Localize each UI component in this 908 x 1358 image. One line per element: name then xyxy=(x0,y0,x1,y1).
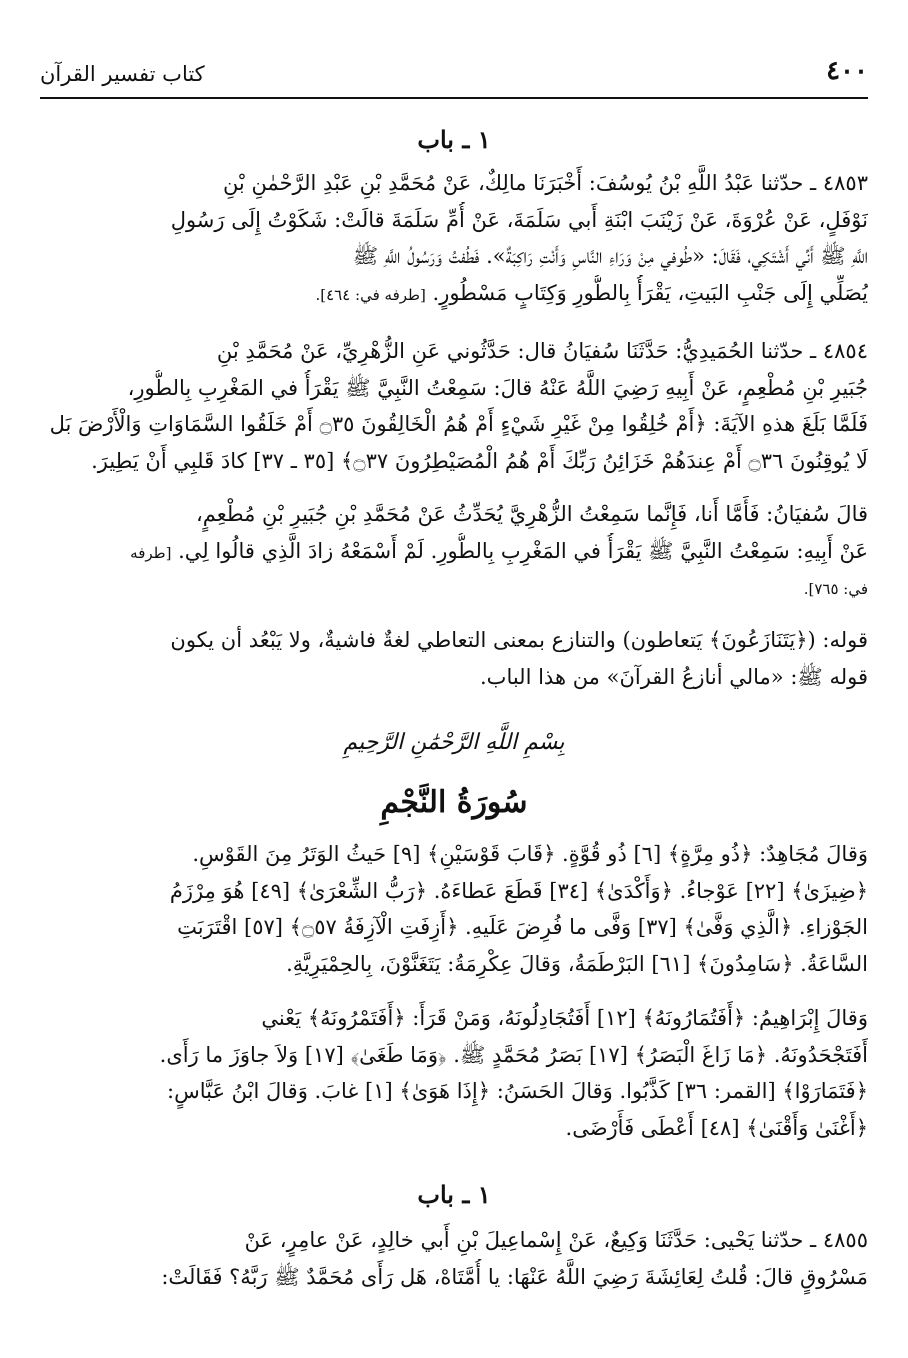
ibrahim-paragraph xyxy=(40,1000,868,1146)
chapter-heading-bab: ١ ـ باب xyxy=(417,125,491,154)
text-line: ﴿فَتَمَارَوْا﴾ [القمر: ٣٦] كَذَّبُوا. وَقالَ الحَسَنُ: ﴿إِذَا هَوَىٰ﴾ [١] غابَ. وَقالَ ابْنُ عَبَّاسٍ: xyxy=(167,1079,868,1103)
header-rule xyxy=(40,97,868,99)
text-segment: عَنْ أَبِيهِ: سَمِعْتُ النَّبِيَّ ﷺ يَقْرَأُ في المَغْرِبِ بِالطُّورِ. لَمْ أَسْمَعْهُ زادَ الَّذِي قالُوا لِي. xyxy=(178,538,868,563)
text-line: ﴿ضِيزَىٰ﴾ [٢٢] عَوْجاءُ. ﴿وَأَكْدَىٰ﴾ [٣٤] قَطَعَ عَطاءَهُ. ﴿رَبُّ الشِّعْرَىٰ﴾ [٤٩] هُوَ مِرْزَمُ xyxy=(169,878,868,903)
text-line: وَقالَ مُجَاهِدٌ: ﴿ذُو مِرَّةٍ﴾ [٦] ذُو قُوَّةٍ. ﴿قَابَ قَوْسَيْنِ﴾ [٩] حَيثُ الوَتَرُ مِنَ القَوْسِ. xyxy=(192,842,868,866)
text-segment: يُصَلِّي إِلَى جَنْبِ البَيتِ، يَقْرَأُ بِالطُّورِ وَكِتَابٍ مَسْطُورٍ. xyxy=(432,280,868,305)
sufyan-note xyxy=(40,496,868,608)
text-line: لَا يُوقِنُونَ ۝٣٦ أَمْ عِندَهُمْ خَزَائِنُ رَبِّكَ أَمْ هُمُ الْمُصَيْطِرُونَ ۝٣٧﴾ [٣٥ ـ ٣٧] كادَ قَلبِي أَنْ يَطِيرَ. xyxy=(91,448,868,473)
cross-reference: [طرفه في: ٤٦٤]. xyxy=(315,285,426,304)
hadith-4854 xyxy=(40,333,868,479)
commentary xyxy=(40,622,868,695)
chapter-heading-bab: ١ ـ باب xyxy=(417,1180,491,1209)
book-title: كتاب تفسير القرآن xyxy=(40,62,205,86)
text-line: فَلَمَّا بَلَغَ هذهِ الآيَةَ: ﴿أَمْ خُلِقُوا مِنْ غَيْرِ شَيْءٍ أَمْ هُمُ الْخَالِقُونَ ۝٣٥ أَمْ خَلَقُوا السَّمَاوَاتِ وَالْأَرْضَ بَل xyxy=(49,412,868,436)
text-line: ﴿أَغْنَىٰ وَأَقْنَىٰ﴾ [٤٨] أَعْطَى فَأَرْضَى. xyxy=(565,1115,868,1140)
hadith-4855 xyxy=(40,1222,868,1295)
basmala: بِسْمِ اللَّهِ الرَّحْمَٰنِ الرَّحِيمِ xyxy=(343,730,565,755)
text-line xyxy=(40,275,868,314)
text-line: الجَوْزاءِ. ﴿الَّذِي وَفَّىٰ﴾ [٣٧] وَفَّى ما فُرِضَ عَلَيهِ. ﴿أَزِفَتِ الْآزِفَةُ ۝٥٧﴾ [٥٧] اقْتَرَبَتِ xyxy=(177,915,868,939)
text-line: ٤٨٥٥ ـ حدّثنا يَحْيى: حَدَّثَنَا وَكِيعٌ، عَنْ إِسْماعِيلَ بْنِ أَبي خالِدٍ، عَنْ عامِرٍ، عَنْ xyxy=(244,1228,868,1252)
cross-reference: [طرفه xyxy=(130,543,172,562)
text-line: قوله ﷺ: «مالي أنازعُ القرآنَ» من هذا الباب. xyxy=(480,664,868,689)
text-line: جُبَيرِ بْنِ مُطْعِمٍ، عَنْ أَبِيهِ رَضِيَ اللَّهُ عَنْهُ قالَ: سَمِعْتُ النَّبِيَّ ﷺ يَقْرَأُ في المَغْرِبِ بِالطُّورِ، xyxy=(127,375,868,400)
surah-title: سُورَةُ النَّجْمِ xyxy=(380,785,528,820)
text-line: قالَ سُفيَانُ: فَأَمَّا أَنا، فَإِنَّما سَمِعْتُ الزُّهْرِيَّ يُحَدِّثُ عَنْ مُحَمَّدِ بْنِ جُبَيرِ بْنِ مُطْعِمٍ، xyxy=(195,502,868,526)
text-line: ٤٨٥٤ ـ حدّثنا الحُمَيدِيُّ: حَدَّثَنَا سُفيَانُ قال: حَدَّثُوني عَنِ الزُّهْرِيِّ، عَنْ مُحَمَّدِ بْنِ xyxy=(216,339,868,363)
text-line: السَّاعَةُ. ﴿سَامِدُونَ﴾ [٦١] البَرْطَمَةُ، وَقالَ عِكْرِمَةُ: يَتَغَنَّوْنَ، بِالحِمْيَرِيَّةِ. xyxy=(286,951,868,976)
page-number: ٤٠٠ xyxy=(826,56,868,86)
cross-reference: في: ٧٦٥]. xyxy=(803,580,868,598)
running-header xyxy=(40,52,868,92)
text-line xyxy=(40,533,868,572)
text-line: مَسْرُوقٍ قالَ: قُلتُ لِعَائِشَةَ رَضِيَ اللَّهُ عَنْهَا: يا أُمَّتَاهْ، هَل رَأَى مُحَمَّدٌ ﷺ رَبَّهُ؟ فَقَالَتْ: xyxy=(161,1264,868,1289)
text-line: وَقالَ إِبْرَاهِيمُ: ﴿أَفَتُمَارُونَهُ﴾ [١٢] أَفَتُجَادِلُونَهُ، وَمَنْ قَرَأَ: ﴿أَفَتَمْرُونَهُ﴾ يَعْني xyxy=(261,1006,868,1030)
hadith-4853 xyxy=(40,165,868,313)
mujahid-paragraph xyxy=(40,836,868,982)
text-line: نَوْفَلٍ، عَنْ عُرْوَةَ، عَنْ زَيْنَبَ ابْنَةِ أَبي سَلَمَةَ، عَنْ أُمِّ سَلَمَةَ قالَتْ: شَكَوْتُ إِلَى رَسُولِ xyxy=(170,207,868,232)
text-line: قوله: (﴿يَتَنَازَعُونَ﴾ يَتعاطون) والتنازع بمعنى التعاطي لغةٌ فاشيةٌ، ولا يَبْعُد أن يكون xyxy=(170,628,868,652)
text-line: ٤٨٥٣ ـ حدّثنا عَبْدُ اللَّهِ بْنُ يُوسُفَ: أَخْبَرَنَا مالِكٌ، عَنْ مُحَمَّدِ بْنِ عَبْدِ الرَّحْمٰنِ بْنِ xyxy=(222,171,868,195)
text-line: أَفَتَجْحَدُونَهُ. ﴿مَا زَاغَ الْبَصَرُ﴾ [١٧] بَصَرُ مُحَمَّدٍ ﷺ. ﴿وَمَا طَغَىٰ﴾ [١٧] وَلاَ جاوَزَ ما رَأَى. xyxy=(159,1042,868,1067)
text-line: اللَّهِ ﷺ أَنِّي أَشْتَكِي، فَقَالَ: «طُوفي مِنْ وَرَاءِ النَّاسِ وَأَنْتِ رَاكِبَةٌ». فَطُفتُ وَرَسُولُ اللَّهِ ﷺ xyxy=(352,244,868,268)
